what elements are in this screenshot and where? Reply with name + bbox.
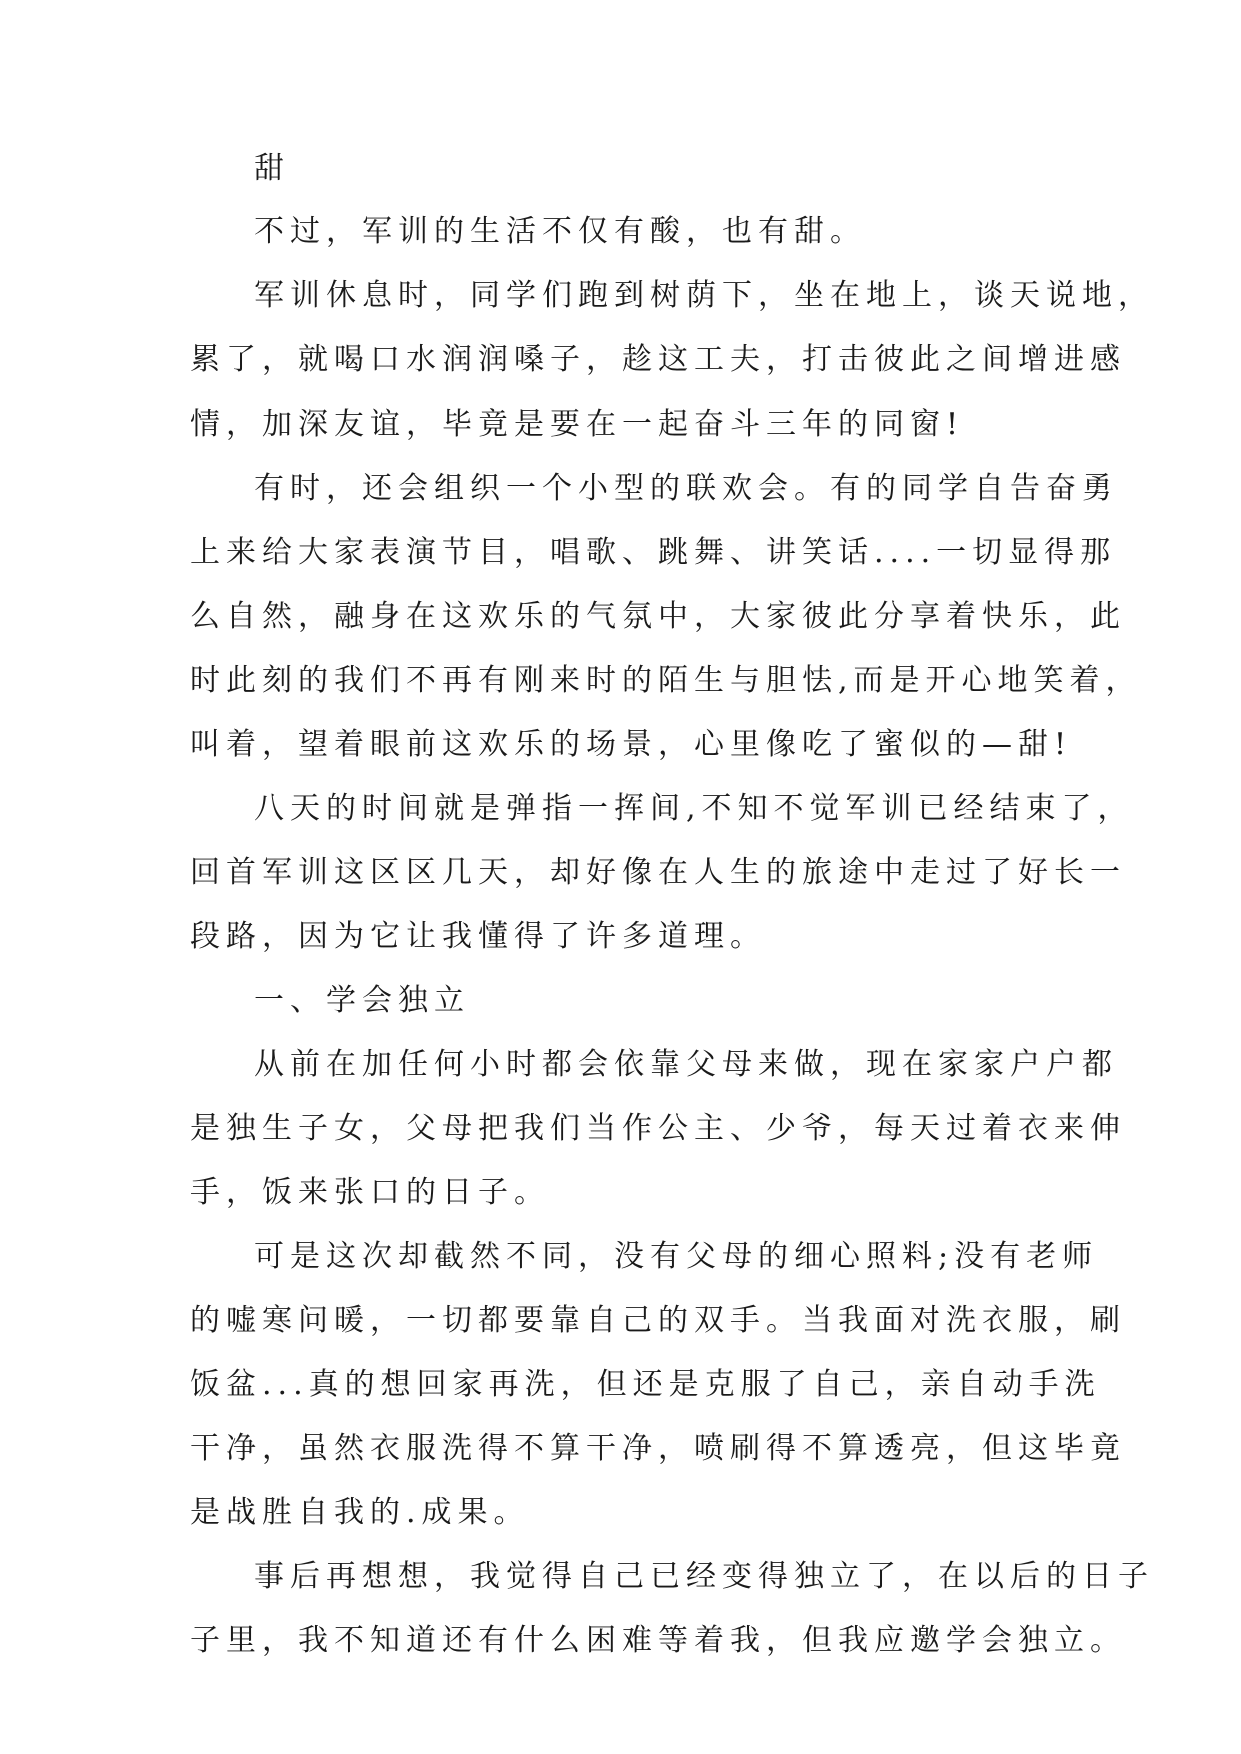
text-line: 么自然，融身在这欢乐的气氛中，大家彼此分享着快乐，此: [190, 599, 1126, 634]
text-line: 时此刻的我们不再有刚来时的陌生与胆怯,而是开心地笑着，: [190, 663, 1142, 698]
text-line: 的嘘寒问暖，一切都要靠自己的双手。当我面对洗衣服，刷: [190, 1303, 1126, 1338]
text-line: 不过，军训的生活不仅有酸，也有甜。: [254, 214, 866, 249]
text-line: 是战胜自我的.成果。: [190, 1495, 530, 1530]
text-line: 从前在加任何小时都会依靠父母来做，现在家家户户都: [254, 1047, 1118, 1082]
text-line: 叫着，望着眼前这欢乐的场景，心里像吃了蜜似的—甜!: [190, 727, 1073, 762]
text-line: 可是这次却截然不同，没有父母的细心照料;没有老师: [254, 1239, 1099, 1274]
text-line: 甜: [254, 151, 290, 186]
section-heading: 一、学会独立: [254, 983, 470, 1018]
text-line: 饭盆...真的想回家再洗，但还是克服了自己，亲自动手洗: [190, 1367, 1101, 1402]
text-line: 回首军训这区区几天，却好像在人生的旅途中走过了好长一: [190, 855, 1126, 890]
text-line: 手，饭来张口的日子。: [190, 1175, 550, 1210]
text-line: 干净，虽然衣服洗得不算干净，喷刷得不算透亮，但这毕竟: [190, 1431, 1126, 1466]
text-line: 上来给大家表演节目，唱歌、跳舞、讲笑话....一切显得那: [190, 535, 1117, 570]
text-line: 情，加深友谊，毕竟是要在一起奋斗三年的同窗!: [190, 407, 965, 442]
text-line: 八天的时间就是弹指一挥间,不知不觉军训已经结束了，: [254, 791, 1134, 826]
text-line: 有时，还会组织一个小型的联欢会。有的同学自告奋勇: [254, 471, 1118, 506]
text-line: 事后再想想，我觉得自己已经变得独立了，在以后的日子: [254, 1559, 1154, 1594]
text-line: 军训休息时，同学们跑到树荫下，坐在地上，谈天说地，: [254, 278, 1154, 313]
text-line: 段路，因为它让我懂得了许多道理。: [190, 919, 766, 954]
text-line: 子里，我不知道还有什么困难等着我，但我应邀学会独立。: [190, 1623, 1126, 1658]
text-line: 是独生子女，父母把我们当作公主、少爷，每天过着衣来伸: [190, 1111, 1126, 1146]
text-line: 累了，就喝口水润润嗓子，趁这工夫，打击彼此之间增进感: [190, 342, 1126, 377]
